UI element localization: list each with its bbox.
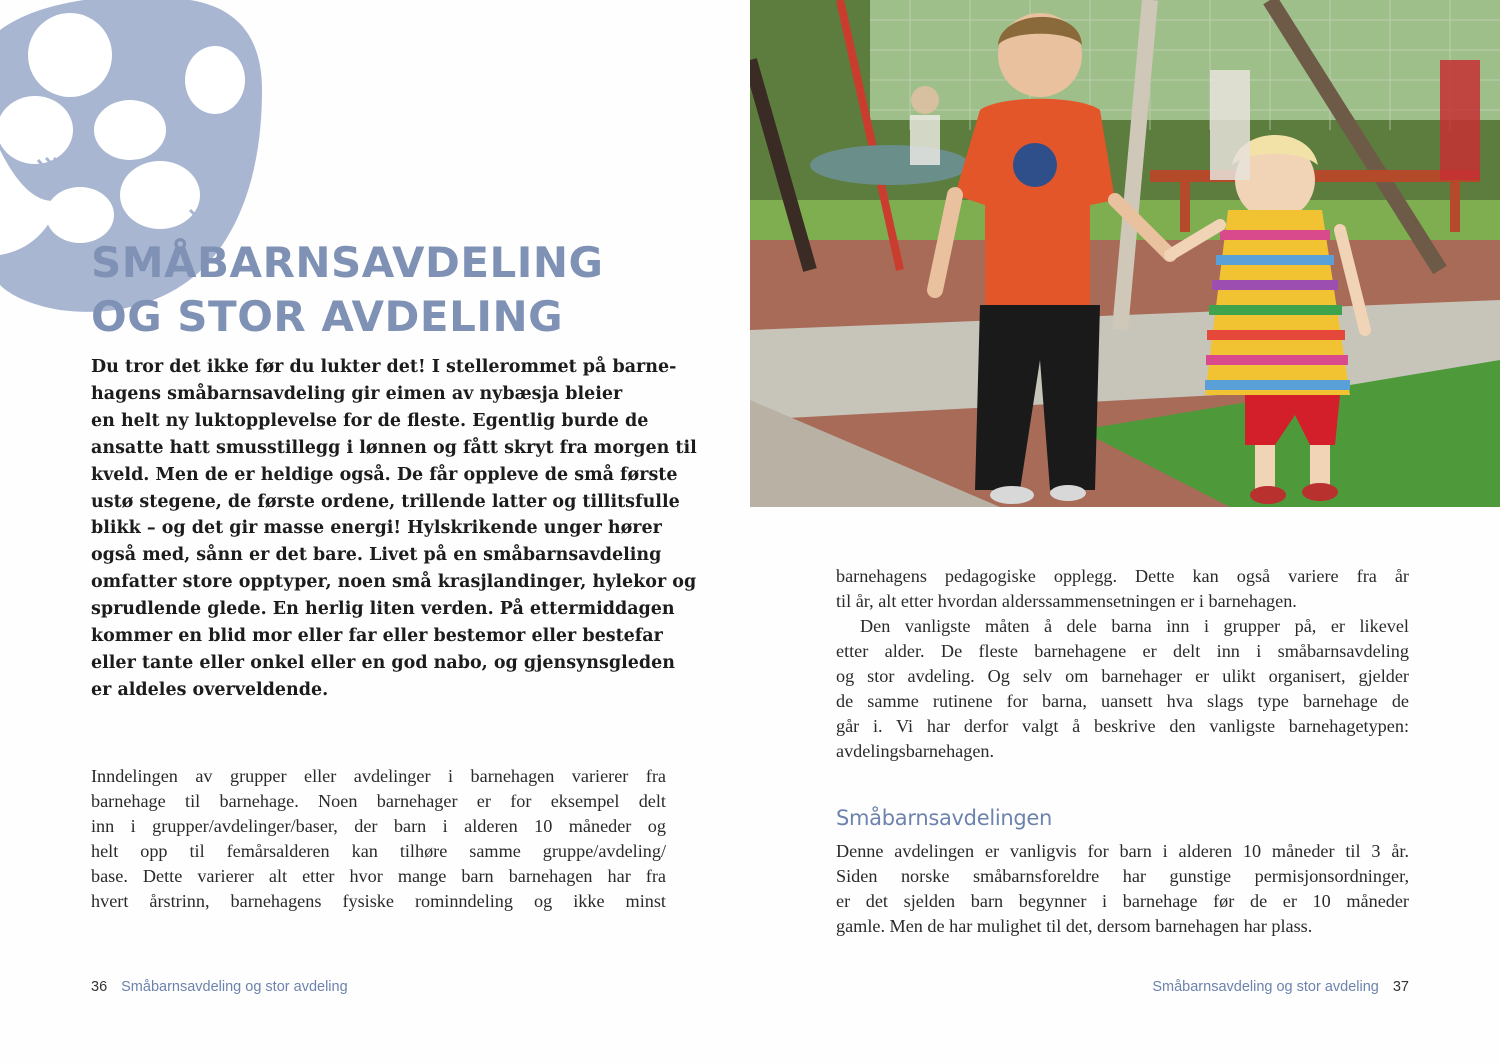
body-line: går i. Vi har derfor valgt å beskrive den vanligste barnehagetypen: (836, 716, 1409, 736)
page-number-right: 37 (1392, 979, 1409, 995)
intro-line: eller tante eller onkel eller en god nabo, og gjensynsgleden (91, 652, 675, 673)
intro-line: omfatter store opptурer, noen små krasjlandinger, hylekor og (91, 572, 697, 593)
body-line: helt opp til femårsalderen kan tilhøre samme gruppe/avdeling/ (91, 841, 666, 861)
body-paragraph-section (836, 839, 1409, 939)
body-line: de samme rutinene for barna, uansett hva slags type barnehage de (836, 691, 1409, 711)
intro-line: kveld. Men de er heldige også. De får oppleve de små første (91, 464, 678, 485)
body-line: etter alder. De fleste barnehagene er delt inn i småbarnsavdeling (836, 641, 1409, 661)
body-line: Inndelingen av grupper eller avdelinger i barnehagen varierer fra (91, 766, 666, 786)
intro-line: sprudlende glede. En herlig liten verden. På ettermiddagen (91, 599, 675, 620)
body-line: inn i grupper/avdelinger/baser, der barn i alderen 10 måneder og (91, 816, 666, 836)
body-line: og stor avdeling. Og selv om barnehager er ulikt organisert, gjelder (836, 666, 1409, 686)
playground-photo (750, 0, 1500, 507)
body-line: er det sjelden barn begynner i barnehage før de er 10 måneder (836, 891, 1409, 911)
body-line: hvert årstrinn, barnehagens fysiske rominndeling og ikke minst (91, 891, 666, 911)
body-line: Denne avdelingen er vanligvis for barn i alderen 10 måneder til 3 år. (836, 841, 1409, 861)
footer-right (1152, 979, 1409, 995)
running-title-left: Småbarnsavdeling og stor avdeling (121, 979, 348, 995)
chapter-heading-line2: OG STOR AVDELING (91, 292, 564, 341)
body-line: Den vanligste måten å dele barna inn i grupper på, er likevel (860, 616, 1409, 636)
intro-line: ansatte hatt smusstillegg i lønnen og fått skryt fra morgen til (91, 437, 697, 458)
running-title-right: Småbarnsavdeling og stor avdeling (1152, 979, 1379, 995)
intro-line: er aldeles overveldende. (91, 679, 329, 700)
body-line: avdelingsbarnehagen. (836, 741, 995, 761)
body-line: Siden norske småbarnsforeldre har gunstige permisjonsordninger, (836, 866, 1409, 886)
chapter-heading (91, 236, 604, 344)
body-line: til år, alt etter hvordan alderssammensetningen er i barnehagen. (836, 591, 1297, 611)
intro-line: en helt ny luktopplevelse for de fleste. Egentlig burde de (91, 410, 649, 431)
body-paragraph-right (836, 564, 1409, 764)
intro-line: ustø stegene, de første ordene, trillende latter og tillitsfulle (91, 491, 680, 512)
footer-left (91, 979, 348, 995)
intro-line: blikk – og det gir masse energi! Hylskrikende unger hører (91, 518, 662, 539)
intro-line: Du tror det ikke før du lukter det! I stellerommet på barne- (91, 357, 677, 377)
intro-paragraph (91, 354, 697, 704)
intro-line: også med, sånn er det bare. Livet på en småbarnsavdeling (91, 545, 662, 566)
body-line: gamle. Men de har mulighet til det, dersom barnehagen har plass. (836, 916, 1313, 936)
chapter-heading-line1: SMÅBARNSAVDELING (91, 238, 604, 287)
page-number-left: 36 (91, 979, 108, 995)
body-paragraph-left (91, 764, 666, 914)
body-line: barnehage til barnehage. Noen barnehager er for eksempel delt (91, 791, 666, 811)
intro-line: hagens småbarnsavdeling gir eimen av nybæsja bleier (91, 383, 623, 404)
body-line: barnehagens pedagogiske opplegg. Dette kan også variere fra år (836, 566, 1409, 586)
body-line: base. Dette varierer alt etter hvor mange barn barnehagen har fra (91, 866, 666, 886)
intro-line: kommer en blid mor eller far eller bestemor eller bestefar (91, 626, 663, 647)
section-subheading: Småbarnsavdelingen (836, 806, 1053, 830)
